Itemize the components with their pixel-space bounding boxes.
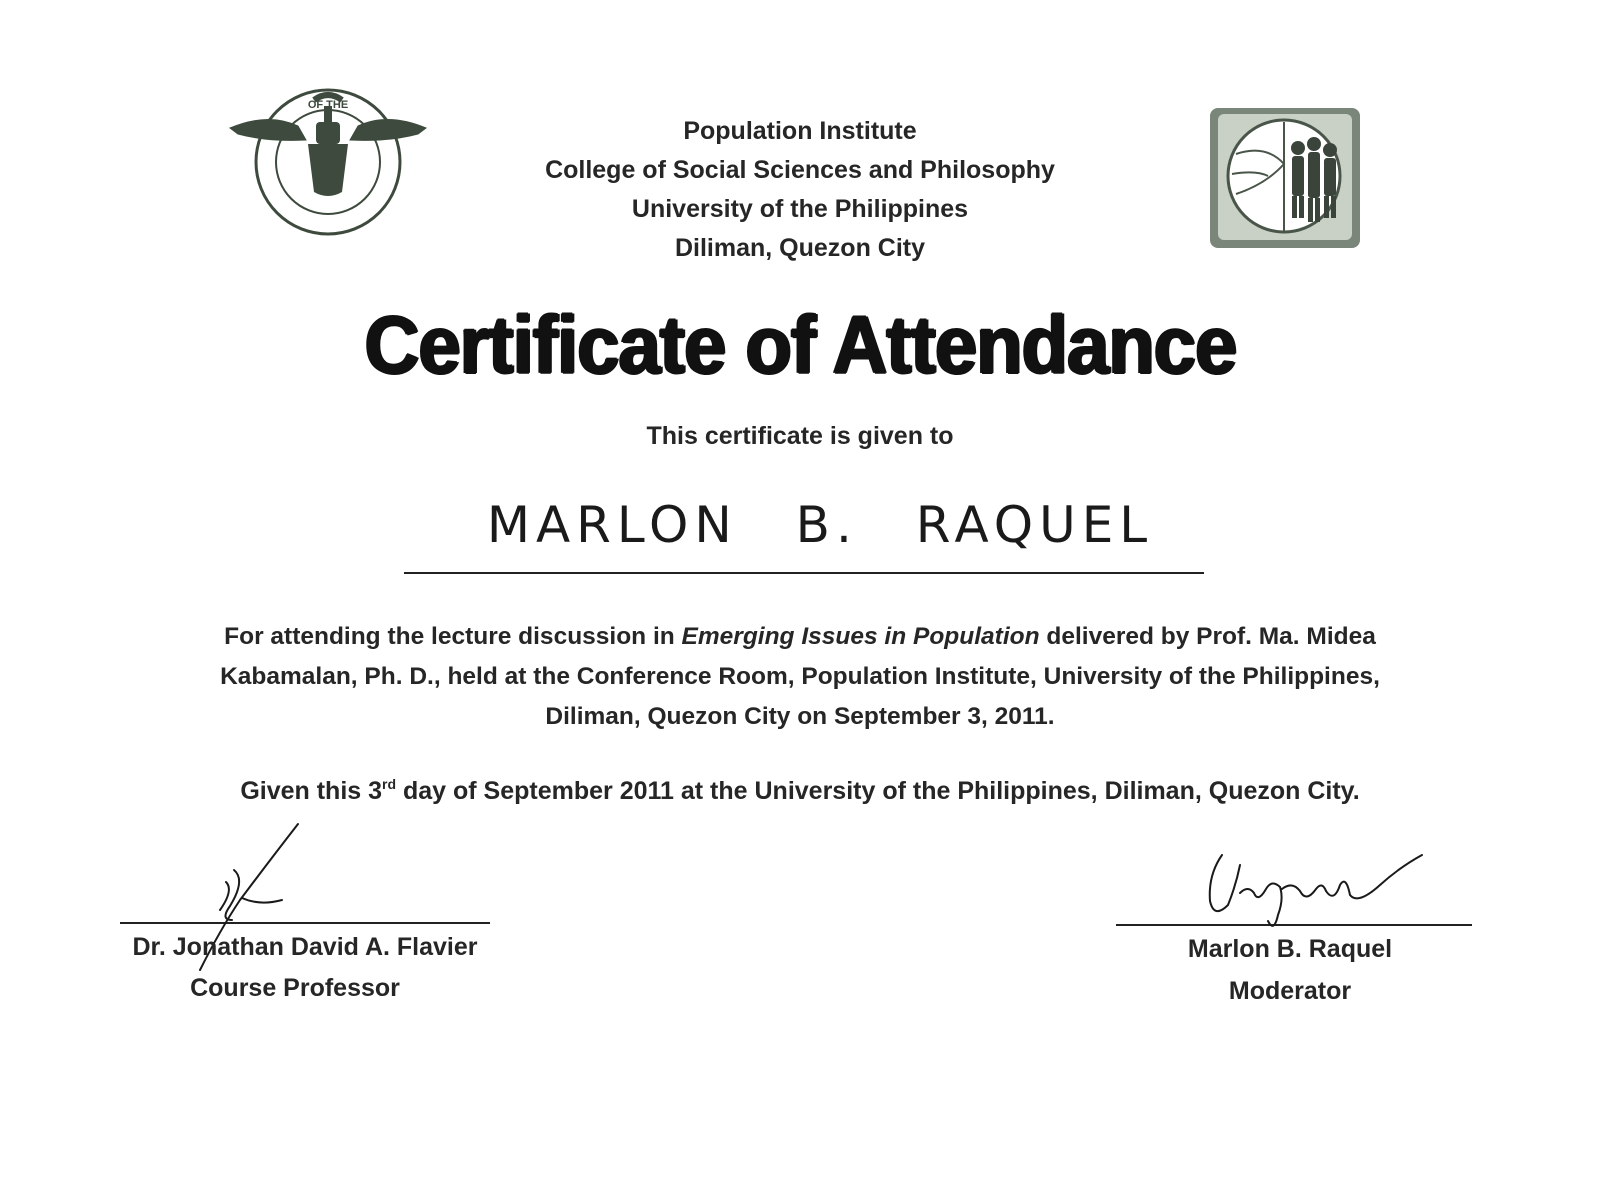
signature-line-professor: [120, 922, 490, 924]
seal-text: OF THE: [307, 99, 349, 111]
signature-line-moderator: [1116, 924, 1472, 926]
body-line-1-pre: For attending the lecture discussion in: [224, 623, 682, 650]
professor-name: Dr. Jonathan David A. Flavier: [132, 933, 478, 961]
population-institute-logo-icon: [1206, 104, 1366, 254]
given-day-ordinal: rd: [382, 776, 397, 792]
given-to-label: This certificate is given to: [646, 422, 954, 450]
professor-role: Course Professor: [190, 974, 400, 1002]
moderator-role: Moderator: [1228, 977, 1352, 1005]
body-line-1: [130, 617, 1470, 657]
institution-header: [450, 112, 1150, 268]
lecture-title: Emerging Issues in Population: [681, 623, 1040, 650]
university-seal-icon: [228, 82, 428, 242]
body-line-1-post: delivered by Prof. Ma. Midea: [1039, 623, 1376, 650]
given-day-post: day of September 2011 at the University of the Philippines, Diliman, Quezon City.: [396, 777, 1360, 805]
given-day-statement: [130, 776, 1470, 806]
body-line-3: Diliman, Quezon City on September 3, 2011.: [545, 703, 1055, 730]
header-line-location: Diliman, Quezon City: [674, 234, 926, 262]
recipient-underline: [404, 572, 1204, 574]
given-day-pre: Given this 3: [240, 777, 383, 805]
body-line-2: Kabamalan, Ph. D., held at the Conference Room, Population Institute, University of the Philippines,: [220, 663, 1380, 690]
certificate-body: [130, 617, 1470, 737]
header-line-university: University of the Philippines: [631, 195, 969, 223]
professor-signature: [190, 820, 320, 990]
moderator-name: Marlon B. Raquel: [1187, 935, 1393, 963]
recipient-name: MARLON B. RAQUEL: [486, 496, 1154, 554]
moderator-signature: [1200, 845, 1430, 945]
header-line-college: College of Social Sciences and Philosophy: [545, 156, 1055, 184]
certificate-title: Certificate of Attendance: [364, 299, 1236, 392]
header-line-institute: Population Institute: [683, 117, 917, 145]
